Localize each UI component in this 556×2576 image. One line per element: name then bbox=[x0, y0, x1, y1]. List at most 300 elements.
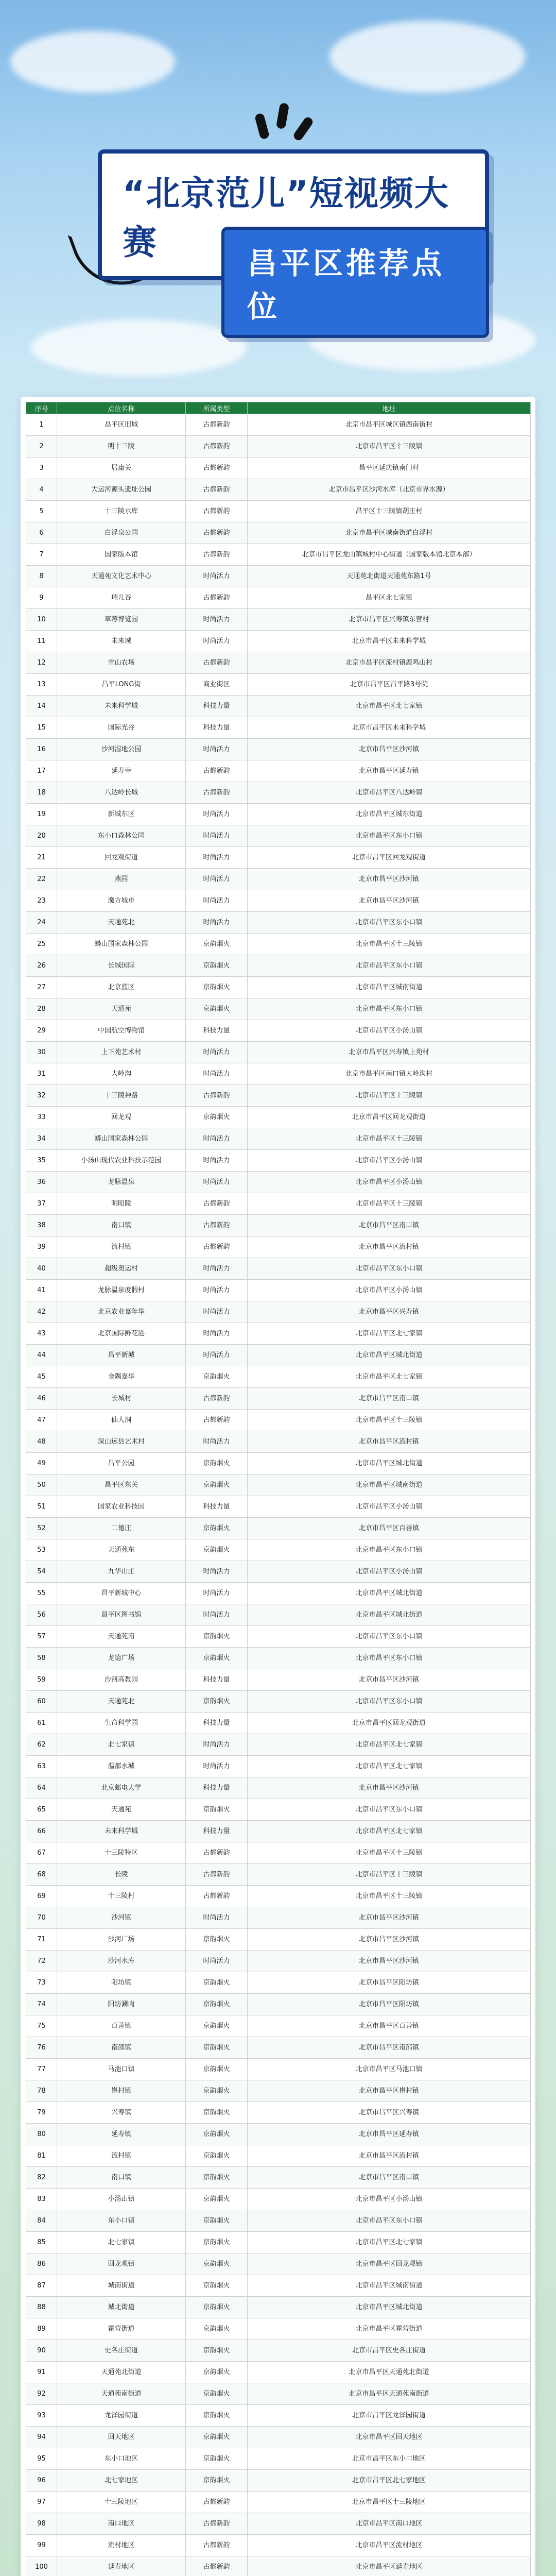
cell-index: 67 bbox=[26, 1842, 57, 1864]
cell-address: 北京市昌平区北七家镇 bbox=[248, 1366, 531, 1388]
cell-address: 北京市昌平区延寿镇 bbox=[248, 2124, 531, 2145]
cell-address: 北京市昌平区北七家地区 bbox=[248, 2470, 531, 2492]
cell-name: 龙泽园街道 bbox=[57, 2405, 186, 2427]
cell-type: 京韵烟火 bbox=[186, 2015, 248, 2037]
cell-name: 中国航空博物馆 bbox=[57, 1020, 186, 1042]
cell-name: 魔方城市 bbox=[57, 890, 186, 912]
table-row bbox=[26, 1345, 531, 1366]
cell-address: 北京市昌平区龙泽园街道 bbox=[248, 2405, 531, 2427]
table-row bbox=[26, 2275, 531, 2297]
cell-type: 时尚活力 bbox=[186, 1172, 248, 1193]
cell-address: 北京市昌平区城东街道 bbox=[248, 804, 531, 825]
cell-type: 京韵烟火 bbox=[186, 977, 248, 998]
cell-name: 昌平新城中心 bbox=[57, 1583, 186, 1604]
cell-type: 京韵烟火 bbox=[186, 2210, 248, 2232]
cell-index: 23 bbox=[26, 890, 57, 912]
cell-address: 北京市昌平区东小口镇 bbox=[248, 1799, 531, 1821]
cell-name: 昌平区东关 bbox=[57, 1475, 186, 1496]
cell-type: 古都新韵 bbox=[186, 587, 248, 609]
cell-type: 时尚活力 bbox=[186, 1301, 248, 1323]
cell-name: 东小口森林公园 bbox=[57, 825, 186, 847]
cell-type: 时尚活力 bbox=[186, 1604, 248, 1626]
cell-address: 北京市昌平区十三陵镇 bbox=[248, 1842, 531, 1864]
table-row bbox=[26, 674, 531, 696]
cell-index: 15 bbox=[26, 717, 57, 739]
cell-name: 霍营街道 bbox=[57, 2318, 186, 2340]
cell-type: 京韵烟火 bbox=[186, 2275, 248, 2297]
cell-index: 39 bbox=[26, 1236, 57, 1258]
cell-name: 南口镇 bbox=[57, 1215, 186, 1236]
cell-index: 91 bbox=[26, 2362, 57, 2383]
cell-name: 昌平公园 bbox=[57, 1453, 186, 1475]
cell-name: 天通苑 bbox=[57, 1799, 186, 1821]
cell-type: 时尚活力 bbox=[186, 1345, 248, 1366]
cell-address: 北京市昌平区阳坊镇 bbox=[248, 1972, 531, 1994]
cell-index: 25 bbox=[26, 934, 57, 955]
cell-address: 北京市昌平区流村镇 bbox=[248, 1236, 531, 1258]
cell-address: 北京市昌平区南口镇 bbox=[248, 1215, 531, 1236]
table-row bbox=[26, 1366, 531, 1388]
table-row bbox=[26, 1107, 531, 1128]
table-row bbox=[26, 1388, 531, 1410]
table-row bbox=[26, 1777, 531, 1799]
table-row bbox=[26, 1323, 531, 1345]
table-row bbox=[26, 782, 531, 804]
table-row bbox=[26, 2427, 531, 2448]
table-row bbox=[26, 1799, 531, 1821]
cell-address: 北京市昌平区兴寿镇东营村 bbox=[248, 609, 531, 631]
cell-type: 京韵烟火 bbox=[186, 2037, 248, 2059]
table-row bbox=[26, 1842, 531, 1864]
table-row bbox=[26, 1063, 531, 1085]
table-row bbox=[26, 1150, 531, 1172]
cell-address: 北京市昌平区南口镇 bbox=[248, 2167, 531, 2189]
cell-name: 小汤山镇 bbox=[57, 2189, 186, 2210]
cell-address: 北京市昌平区沙河镇 bbox=[248, 1951, 531, 1972]
cell-name: 崔村镇 bbox=[57, 2080, 186, 2102]
table-row bbox=[26, 2448, 531, 2470]
cell-index: 37 bbox=[26, 1193, 57, 1215]
cell-type: 科技力量 bbox=[186, 1713, 248, 1734]
cell-address: 北京市昌平区城南街道 bbox=[248, 977, 531, 998]
cell-address: 北京市昌平区城南街道白浮村 bbox=[248, 522, 531, 544]
spark-icon bbox=[292, 115, 314, 142]
cell-name: 城北街道 bbox=[57, 2297, 186, 2318]
cell-index: 6 bbox=[26, 522, 57, 544]
cell-address: 北京市昌平区北七家镇 bbox=[248, 1756, 531, 1777]
table-row bbox=[26, 1475, 531, 1496]
cell-index: 90 bbox=[26, 2340, 57, 2362]
cell-name: 天通苑北街道 bbox=[57, 2362, 186, 2383]
cell-address: 北京市昌平区阳坊镇 bbox=[248, 1994, 531, 2015]
table-row bbox=[26, 890, 531, 912]
cell-name: 天通苑南街道 bbox=[57, 2383, 186, 2405]
cell-address: 北京市昌平区沙河镇 bbox=[248, 890, 531, 912]
cell-address: 北京市昌平区十三陵镇 bbox=[248, 1864, 531, 1886]
table-row bbox=[26, 2232, 531, 2253]
table-row bbox=[26, 2383, 531, 2405]
table-row bbox=[26, 1193, 531, 1215]
cell-index: 73 bbox=[26, 1972, 57, 1994]
cell-index: 36 bbox=[26, 1172, 57, 1193]
cell-type: 古都新韵 bbox=[186, 1864, 248, 1886]
cell-type: 京韵烟火 bbox=[186, 2297, 248, 2318]
cell-name: 金隅嘉华 bbox=[57, 1366, 186, 1388]
cell-index: 54 bbox=[26, 1561, 57, 1583]
table-row bbox=[26, 1496, 531, 1518]
cloud-decoration bbox=[31, 319, 247, 376]
table-row bbox=[26, 717, 531, 739]
cell-index: 57 bbox=[26, 1626, 57, 1648]
cell-name: 大岭沟 bbox=[57, 1063, 186, 1085]
cell-index: 16 bbox=[26, 739, 57, 760]
cell-name: 天通苑 bbox=[57, 998, 186, 1020]
cell-index: 49 bbox=[26, 1453, 57, 1475]
cell-address: 北京市昌平区沙河水库（北京市界水源） bbox=[248, 479, 531, 501]
cell-name: 南邵镇 bbox=[57, 2037, 186, 2059]
cell-address: 北京市昌平区东小口镇 bbox=[248, 955, 531, 977]
cell-address: 北京市昌平区东小口镇 bbox=[248, 1258, 531, 1280]
cell-index: 48 bbox=[26, 1431, 57, 1453]
cell-address: 北京市昌平区流村镇 bbox=[248, 2145, 531, 2167]
cell-index: 9 bbox=[26, 587, 57, 609]
cell-type: 京韵烟火 bbox=[186, 2232, 248, 2253]
cell-index: 84 bbox=[26, 2210, 57, 2232]
table-row bbox=[26, 1085, 531, 1107]
table-row bbox=[26, 1604, 531, 1626]
cell-index: 19 bbox=[26, 804, 57, 825]
cell-name: 深山远县艺术村 bbox=[57, 1431, 186, 1453]
header-name: 点位名称 bbox=[57, 402, 186, 414]
cell-address: 北京市昌平区城北街道 bbox=[248, 1345, 531, 1366]
table-row bbox=[26, 2080, 531, 2102]
table-row bbox=[26, 2535, 531, 2556]
cell-address: 北京市昌平区十三陵地区 bbox=[248, 2492, 531, 2513]
cell-type: 古都新韵 bbox=[186, 436, 248, 457]
table-row bbox=[26, 1929, 531, 1951]
cell-index: 88 bbox=[26, 2297, 57, 2318]
cell-name: 龙脉温泉度假村 bbox=[57, 1280, 186, 1301]
cell-name: 北京国际鲜花港 bbox=[57, 1323, 186, 1345]
cell-type: 古都新韵 bbox=[186, 414, 248, 436]
cell-address: 北京市昌平区马池口镇 bbox=[248, 2059, 531, 2080]
cell-address: 北京市昌平区兴寿镇 bbox=[248, 2102, 531, 2124]
table-row bbox=[26, 869, 531, 890]
cell-type: 古都新韵 bbox=[186, 2513, 248, 2535]
cell-name: 燕园 bbox=[57, 869, 186, 890]
cell-name: 国家农业科技园 bbox=[57, 1496, 186, 1518]
cell-index: 96 bbox=[26, 2470, 57, 2492]
cell-index: 98 bbox=[26, 2513, 57, 2535]
cell-address: 北京市昌平区小汤山镇 bbox=[248, 1280, 531, 1301]
cell-name: 生命科学园 bbox=[57, 1713, 186, 1734]
cell-address: 北京市昌平区南口镇大岭沟村 bbox=[248, 1063, 531, 1085]
cell-name: 九华山庄 bbox=[57, 1561, 186, 1583]
cell-type: 科技力量 bbox=[186, 1777, 248, 1799]
cell-name: 北七家地区 bbox=[57, 2470, 186, 2492]
cell-name: 流村镇 bbox=[57, 2145, 186, 2167]
table-row bbox=[26, 1626, 531, 1648]
cell-index: 17 bbox=[26, 760, 57, 782]
cell-address: 北京市昌平区流村镇鹿鸣山村 bbox=[248, 652, 531, 674]
cell-type: 京韵烟火 bbox=[186, 2102, 248, 2124]
cell-name: 草莓博览园 bbox=[57, 609, 186, 631]
table-row bbox=[26, 1128, 531, 1150]
cell-name: 十三陵水库 bbox=[57, 501, 186, 522]
cell-type: 时尚活力 bbox=[186, 1583, 248, 1604]
cell-address: 北京市昌平区东小口镇 bbox=[248, 2210, 531, 2232]
cell-index: 18 bbox=[26, 782, 57, 804]
cell-name: 长陵 bbox=[57, 1864, 186, 1886]
cell-address: 北京市昌平区城区镇西南街村 bbox=[248, 414, 531, 436]
cell-type: 科技力量 bbox=[186, 1821, 248, 1842]
cell-type: 京韵烟火 bbox=[186, 934, 248, 955]
table-row bbox=[26, 2167, 531, 2189]
cell-index: 63 bbox=[26, 1756, 57, 1777]
table-row bbox=[26, 955, 531, 977]
cell-type: 京韵烟火 bbox=[186, 1994, 248, 2015]
table-row bbox=[26, 934, 531, 955]
cell-name: 十三陵地区 bbox=[57, 2492, 186, 2513]
cell-address: 北京市昌平区小汤山镇 bbox=[248, 1496, 531, 1518]
cell-type: 古都新韵 bbox=[186, 652, 248, 674]
table-row bbox=[26, 652, 531, 674]
cell-address: 北京市昌平区城南街道 bbox=[248, 1475, 531, 1496]
cell-name: 延寿寺 bbox=[57, 760, 186, 782]
cell-address: 天通苑北街道天通苑东路1号 bbox=[248, 566, 531, 587]
cell-type: 京韵烟火 bbox=[186, 1539, 248, 1561]
table-row bbox=[26, 2492, 531, 2513]
cell-index: 33 bbox=[26, 1107, 57, 1128]
cell-address: 北京市昌平区十三陵镇 bbox=[248, 1410, 531, 1431]
cell-type: 时尚活力 bbox=[186, 1431, 248, 1453]
cell-name: 昌平区旧城 bbox=[57, 414, 186, 436]
cell-type: 京韵烟火 bbox=[186, 2318, 248, 2340]
page-title: “北京范儿”短视频大赛 bbox=[98, 149, 489, 280]
cell-name: 国际光谷 bbox=[57, 717, 186, 739]
cell-address: 北京市昌平区回龙观镇 bbox=[248, 2253, 531, 2275]
cell-address: 北京市昌平区东小口镇 bbox=[248, 1626, 531, 1648]
table-row bbox=[26, 1864, 531, 1886]
cell-type: 京韵烟火 bbox=[186, 1929, 248, 1951]
table-row bbox=[26, 2340, 531, 2362]
cell-address: 北京市昌平区史各庄街道 bbox=[248, 2340, 531, 2362]
cell-type: 时尚活力 bbox=[186, 869, 248, 890]
cell-address: 北京市昌平区回天地区 bbox=[248, 2427, 531, 2448]
cell-address: 北京市昌平区东小口镇 bbox=[248, 1539, 531, 1561]
cell-index: 94 bbox=[26, 2427, 57, 2448]
cell-type: 时尚活力 bbox=[186, 912, 248, 934]
cell-type: 古都新韵 bbox=[186, 2535, 248, 2556]
table-row bbox=[26, 1886, 531, 1907]
cell-type: 科技力量 bbox=[186, 1496, 248, 1518]
table-row bbox=[26, 1713, 531, 1734]
cell-name: 东小口地区 bbox=[57, 2448, 186, 2470]
cell-address: 北京市昌平区十三陵镇 bbox=[248, 1193, 531, 1215]
cell-address: 北京市昌平区沙河镇 bbox=[248, 869, 531, 890]
table-row bbox=[26, 566, 531, 587]
cell-name: 回龙观街道 bbox=[57, 847, 186, 869]
table-row bbox=[26, 1453, 531, 1475]
cell-address: 北京市昌平区小汤山镇 bbox=[248, 1020, 531, 1042]
cell-type: 古都新韵 bbox=[186, 782, 248, 804]
table-row bbox=[26, 479, 531, 501]
table-row bbox=[26, 1561, 531, 1583]
cell-name: 阳坊涮肉 bbox=[57, 1994, 186, 2015]
cell-index: 35 bbox=[26, 1150, 57, 1172]
table-row bbox=[26, 804, 531, 825]
cell-name: 沙河水库 bbox=[57, 1951, 186, 1972]
cell-type: 时尚活力 bbox=[186, 1907, 248, 1929]
cell-address: 北京市昌平区城北街道 bbox=[248, 1604, 531, 1626]
cell-type: 古都新韵 bbox=[186, 1842, 248, 1864]
cell-type: 时尚活力 bbox=[186, 1951, 248, 1972]
cell-address: 北京市昌平区霍营街道 bbox=[248, 2318, 531, 2340]
table-row bbox=[26, 1994, 531, 2015]
cell-address: 北京市昌平区城北街道 bbox=[248, 2297, 531, 2318]
cell-address: 北京市昌平区百善镇 bbox=[248, 1518, 531, 1539]
cell-name: 天通苑北 bbox=[57, 1691, 186, 1713]
cell-type: 科技力量 bbox=[186, 717, 248, 739]
cell-name: 超级奥运村 bbox=[57, 1258, 186, 1280]
cell-type: 京韵烟火 bbox=[186, 1453, 248, 1475]
table-row bbox=[26, 760, 531, 782]
cell-index: 46 bbox=[26, 1388, 57, 1410]
cell-type: 时尚活力 bbox=[186, 1561, 248, 1583]
table-row bbox=[26, 2513, 531, 2535]
cell-index: 11 bbox=[26, 631, 57, 652]
cell-address: 北京市昌平区北七家镇 bbox=[248, 1821, 531, 1842]
cell-index: 64 bbox=[26, 1777, 57, 1799]
header-address: 地址 bbox=[248, 402, 531, 414]
cell-index: 20 bbox=[26, 825, 57, 847]
cell-type: 古都新韵 bbox=[186, 1388, 248, 1410]
cell-index: 29 bbox=[26, 1020, 57, 1042]
cell-type: 商业街区 bbox=[186, 674, 248, 696]
cell-index: 52 bbox=[26, 1518, 57, 1539]
cell-type: 京韵烟火 bbox=[186, 1648, 248, 1669]
cell-index: 71 bbox=[26, 1929, 57, 1951]
cell-name: 延寿镇 bbox=[57, 2124, 186, 2145]
cell-address: 北京市昌平区天通苑北街道 bbox=[248, 2362, 531, 2383]
cell-name: 仙人洞 bbox=[57, 1410, 186, 1431]
cell-address: 北京市昌平区小汤山镇 bbox=[248, 1172, 531, 1193]
cell-address: 北京市昌平区南口地区 bbox=[248, 2513, 531, 2535]
cell-index: 72 bbox=[26, 1951, 57, 1972]
table-header-row bbox=[26, 402, 531, 414]
table-row bbox=[26, 522, 531, 544]
table-row bbox=[26, 1972, 531, 1994]
cell-address: 北京市昌平区未来科学城 bbox=[248, 717, 531, 739]
table-row bbox=[26, 2318, 531, 2340]
table-row bbox=[26, 1172, 531, 1193]
cell-address: 昌平区十三陵镇胡庄村 bbox=[248, 501, 531, 522]
cell-address: 北京市昌平区延寿地区 bbox=[248, 2556, 531, 2576]
cell-index: 56 bbox=[26, 1604, 57, 1626]
hero-banner bbox=[0, 0, 556, 392]
cell-name: 流村地区 bbox=[57, 2535, 186, 2556]
cell-name: 二德庄 bbox=[57, 1518, 186, 1539]
cell-address: 北京市昌平区百善镇 bbox=[248, 2015, 531, 2037]
table-row bbox=[26, 1583, 531, 1604]
cell-address: 北京市昌平区北七家镇 bbox=[248, 2232, 531, 2253]
cell-name: 北京农业嘉年华 bbox=[57, 1301, 186, 1323]
cell-address: 北京市昌平区东小口地区 bbox=[248, 2448, 531, 2470]
cell-index: 58 bbox=[26, 1648, 57, 1669]
cell-index: 12 bbox=[26, 652, 57, 674]
cell-index: 80 bbox=[26, 2124, 57, 2145]
cell-index: 69 bbox=[26, 1886, 57, 1907]
table-row bbox=[26, 977, 531, 998]
cell-name: 回龙观镇 bbox=[57, 2253, 186, 2275]
cell-type: 时尚活力 bbox=[186, 1756, 248, 1777]
cell-type: 京韵烟火 bbox=[186, 2189, 248, 2210]
cell-name: 昌平新城 bbox=[57, 1345, 186, 1366]
cell-index: 8 bbox=[26, 566, 57, 587]
cell-index: 7 bbox=[26, 544, 57, 566]
cell-index: 97 bbox=[26, 2492, 57, 2513]
cell-type: 京韵烟火 bbox=[186, 2448, 248, 2470]
table-row bbox=[26, 1539, 531, 1561]
cell-index: 89 bbox=[26, 2318, 57, 2340]
table-row bbox=[26, 1691, 531, 1713]
table-row bbox=[26, 1236, 531, 1258]
cell-name: 长城国际 bbox=[57, 955, 186, 977]
cell-address: 北京市昌平区东小口镇 bbox=[248, 1648, 531, 1669]
page-subtitle: 昌平区推荐点位 bbox=[221, 227, 489, 338]
cell-name: 回天地区 bbox=[57, 2427, 186, 2448]
table-row bbox=[26, 1280, 531, 1301]
cell-name: 北七家镇 bbox=[57, 2232, 186, 2253]
cell-index: 24 bbox=[26, 912, 57, 934]
cell-name: 长城村 bbox=[57, 1388, 186, 1410]
table-row bbox=[26, 2362, 531, 2383]
table-row bbox=[26, 1756, 531, 1777]
cell-name: 居庸关 bbox=[57, 457, 186, 479]
cell-address: 北京市昌平区沙河镇 bbox=[248, 739, 531, 760]
cell-type: 时尚活力 bbox=[186, 1258, 248, 1280]
cell-type: 时尚活力 bbox=[186, 825, 248, 847]
cell-name: 昌平LONG街 bbox=[57, 674, 186, 696]
cell-index: 66 bbox=[26, 1821, 57, 1842]
cell-index: 93 bbox=[26, 2405, 57, 2427]
cell-type: 古都新韵 bbox=[186, 2556, 248, 2576]
table-row bbox=[26, 1951, 531, 1972]
cell-address: 北京市昌平区沙河镇 bbox=[248, 1929, 531, 1951]
cell-address: 北京市昌平区东小口镇 bbox=[248, 998, 531, 1020]
cell-address: 北京市昌平区北七家镇 bbox=[248, 1323, 531, 1345]
cell-type: 古都新韵 bbox=[186, 457, 248, 479]
table-row bbox=[26, 2037, 531, 2059]
table-row bbox=[26, 1410, 531, 1431]
cell-index: 44 bbox=[26, 1345, 57, 1366]
cell-name: 沙河湿地公园 bbox=[57, 739, 186, 760]
table-row bbox=[26, 631, 531, 652]
table-row bbox=[26, 2470, 531, 2492]
cell-address: 北京市昌平区未来科学城 bbox=[248, 631, 531, 652]
table-row bbox=[26, 1648, 531, 1669]
header-type: 所属类型 bbox=[186, 402, 248, 414]
table-row bbox=[26, 2124, 531, 2145]
cell-name: 上下苑艺术村 bbox=[57, 1042, 186, 1063]
cell-name: 明十三陵 bbox=[57, 436, 186, 457]
cell-index: 95 bbox=[26, 2448, 57, 2470]
cell-address: 北京市昌平区小汤山镇 bbox=[248, 1150, 531, 1172]
table-row bbox=[26, 1258, 531, 1280]
cell-type: 古都新韵 bbox=[186, 1085, 248, 1107]
cell-name: 流村镇 bbox=[57, 1236, 186, 1258]
cell-index: 34 bbox=[26, 1128, 57, 1150]
